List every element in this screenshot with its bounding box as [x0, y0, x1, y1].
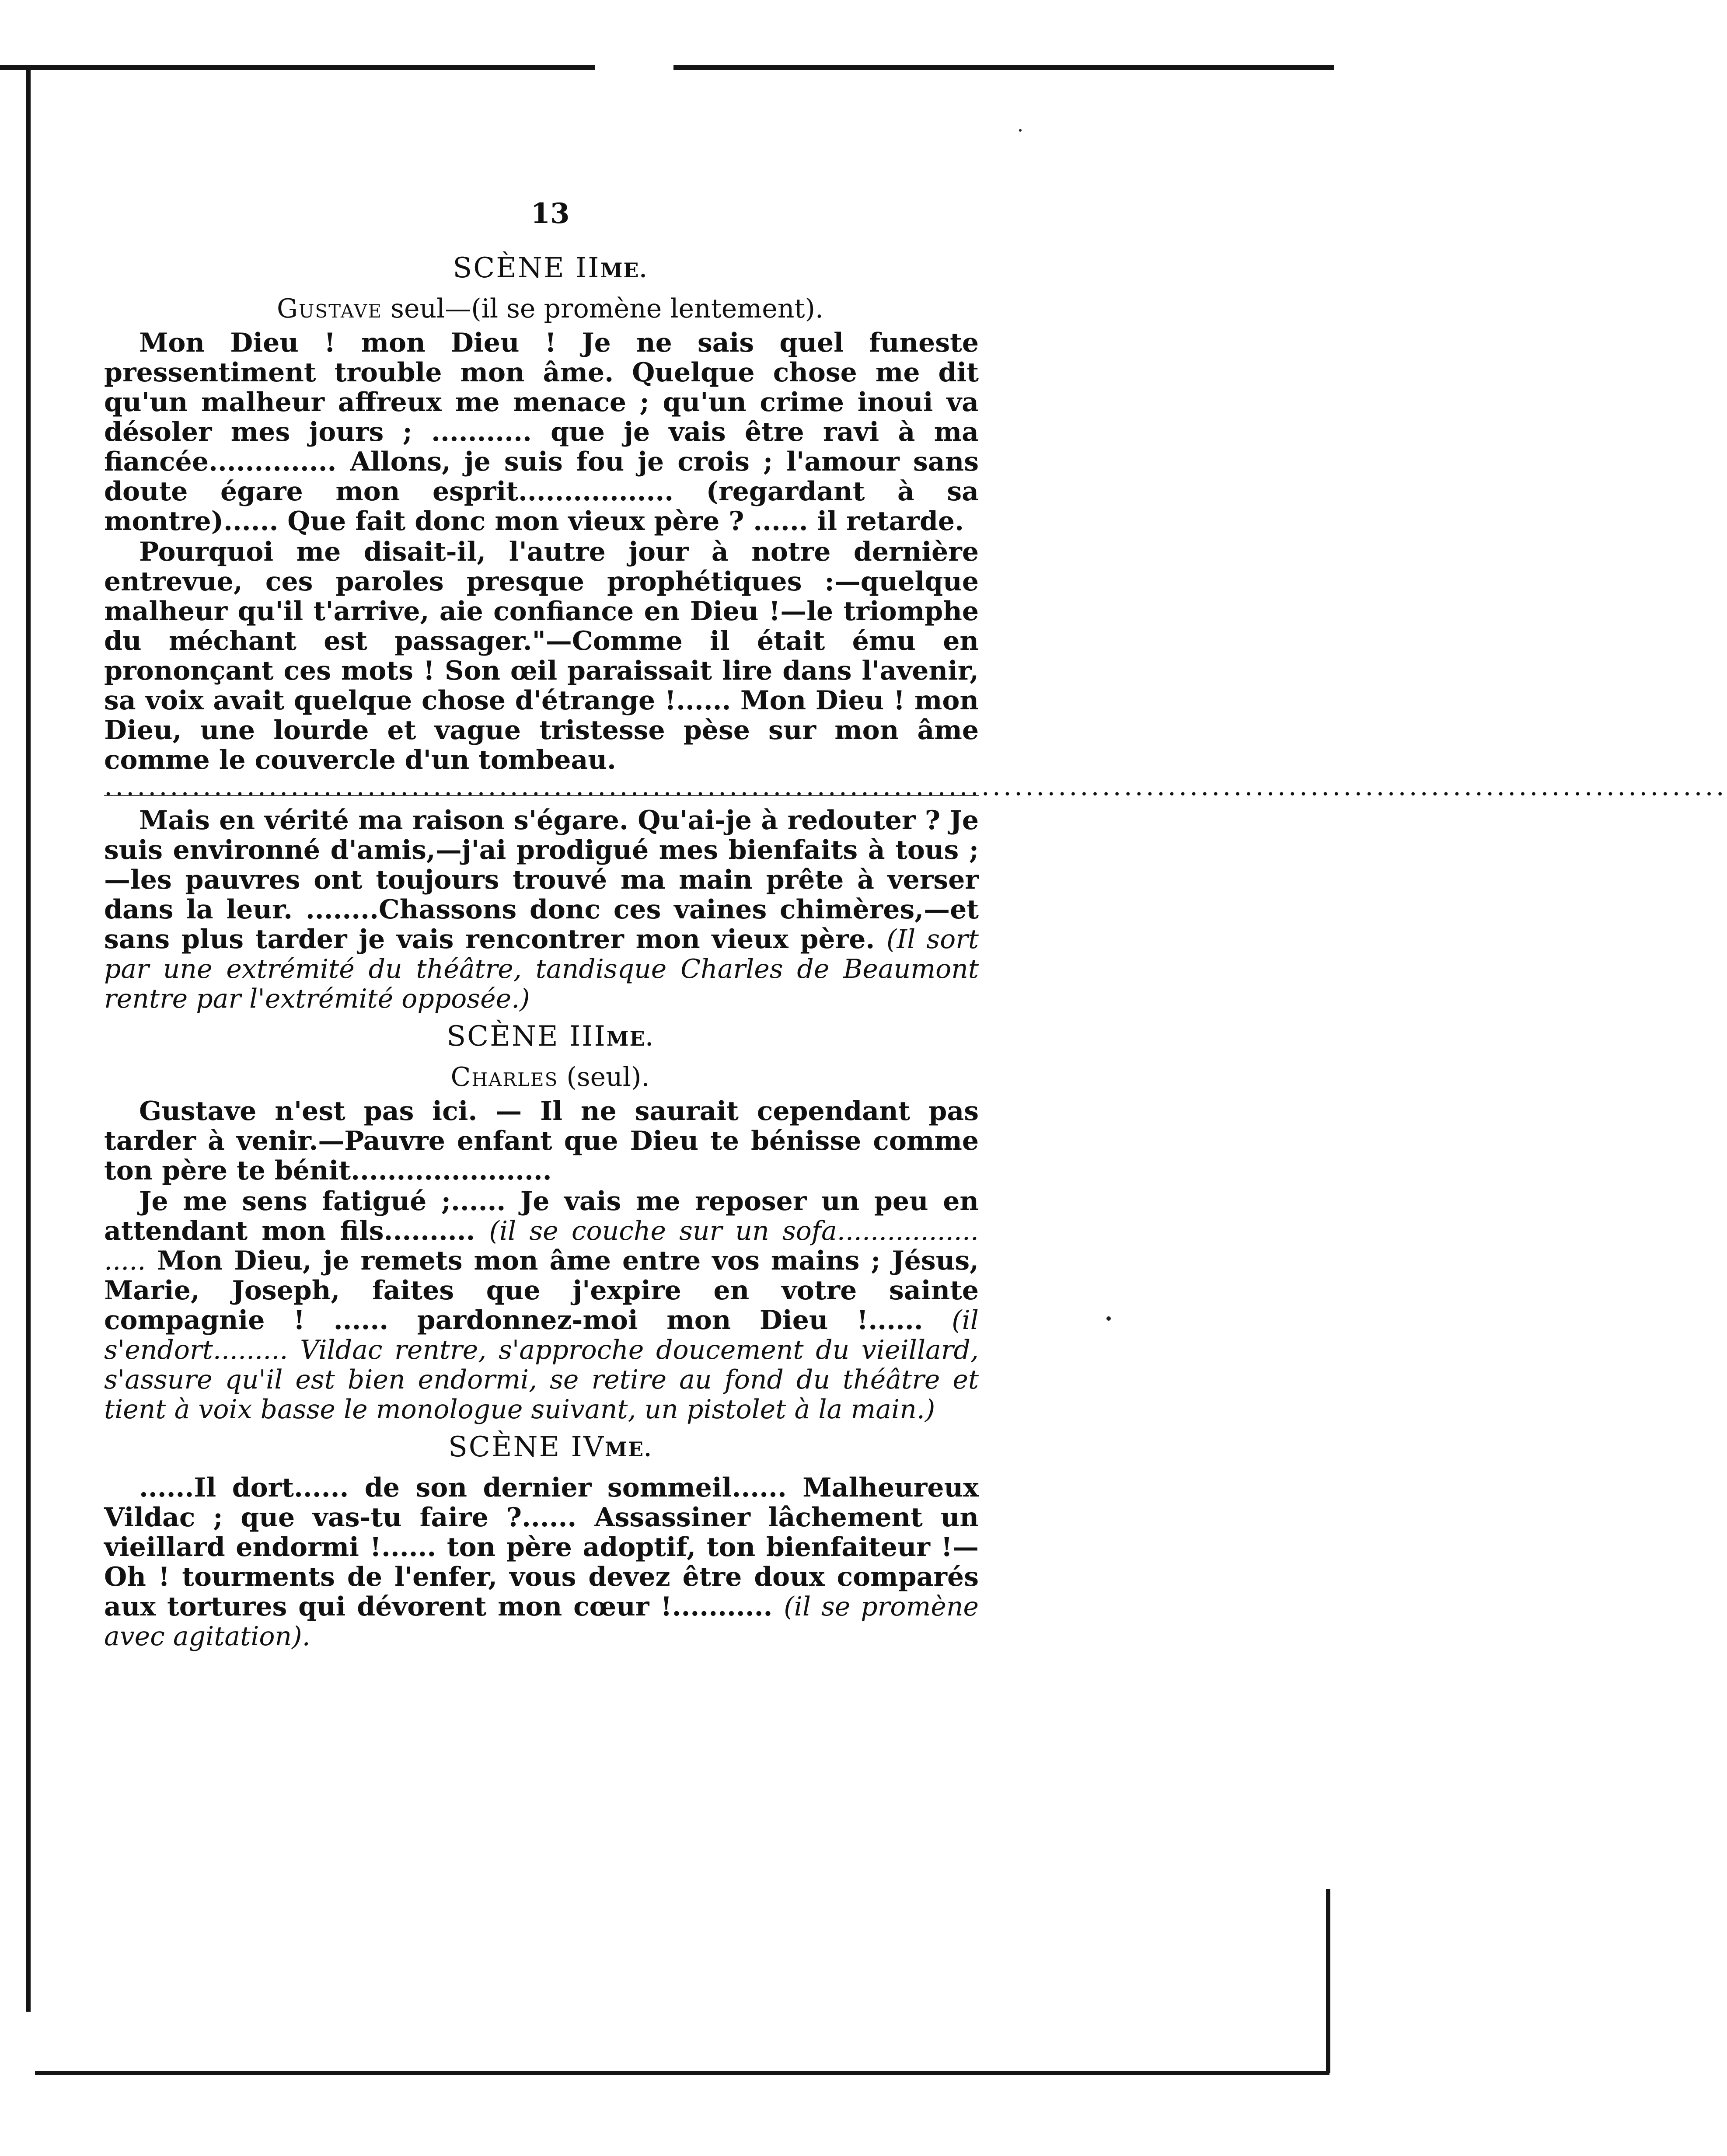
scan-speck: [1106, 1316, 1111, 1321]
scene-title: [104, 253, 979, 285]
paragraph-text: Mon Dieu, je remets mon âme entre vos mains ; Jésus, Marie, Joseph, faites que j'expire en votre sainte compagnie ! ...... pardonnez-moi mon Dieu !......: [104, 1245, 979, 1336]
character-line: [104, 294, 979, 324]
paragraph: Pourquoi me disait-il, l'autre jour à notre dernière entrevue, ces paroles presque prophétiques :—quelque malheur qu'il t'arrive, aie confiance en Dieu !—le triomphe du méchant est passager."—Comme il était ému en prononçant ces mots ! Son œil paraissait lire dans l'avenir, sa voix avait quelque chose d'étrange !...... Mon Dieu ! mon Dieu, une lourde et vague tristesse pèse sur mon âme comme le couvercle d'un tombeau.: [104, 537, 979, 775]
scene-3: [104, 1022, 979, 1424]
scene-2: [104, 252, 1727, 1014]
scene-title-text: SCÈNE IV: [448, 1431, 605, 1463]
scene-title-text: SCÈNE II: [453, 252, 600, 284]
paragraph-text: ......Il dort...... de son dernier sommeil...... Malheureux Vildac ; que vas-tu faire ?...... Assassiner lâchement un vieillard endormi !...... ton père adoptif, ton bienfaiteur !—Oh ! tourments de l'enfer, vous devez être doux comparés aux tortures qui dévorent mon cœur !...........: [104, 1472, 979, 1622]
scan-border-bottom: [35, 2071, 1329, 2075]
paragraph-text: Mais en vérité ma raison s'égare. Qu'ai-je à redouter ? Je suis environné d'amis,—j'ai prodigué mes bienfaits à tous ;—les pauvres ont toujours trouvé ma main prête à verser dans la leur. ........Chassons donc ces vaines chimères,—et sans plus tarder je vais rencontrer mon vieux père.: [104, 805, 979, 955]
scan-border-gap: [595, 65, 673, 70]
scene-title-text: SCÈNE III: [447, 1020, 607, 1053]
page-number: 13: [530, 197, 570, 230]
paragraph: Gustave n'est pas ici. — Il ne saurait cependant pas tarder à venir.—Pauvre enfant que Dieu te bénisse comme ton père te bénit......................: [104, 1096, 979, 1186]
stage-direction: (il s'endort......... Vildac rentre, s'approche doucement du vieillard, s'assure qu'il est bien endormi, se retire au fond du théâtre et tient à voix basse le monologue suivant, un pistolet à la main.): [104, 1305, 979, 1425]
paragraph: [104, 806, 979, 1014]
scan-border-left: [26, 70, 31, 2012]
scene-title-suffix: ME.: [606, 1027, 654, 1050]
scan-speck: [1019, 129, 1022, 132]
scene-title: [104, 1022, 979, 1054]
scene-title: [104, 1432, 979, 1464]
document-page: [104, 197, 1727, 1652]
stage-direction: (Il sort par une extrémité du théâtre, tandisque Charles de Beaumont rentre par l'extrémité opposée.): [104, 924, 979, 1014]
character-name: Gustave: [277, 293, 383, 324]
scene-title-suffix: ME.: [605, 1437, 652, 1461]
dotted-separator: ....................................................................................................................................................: [104, 771, 1727, 802]
paragraph: [104, 1473, 979, 1651]
character-name: Charles: [450, 1062, 558, 1092]
paragraph: [104, 1186, 979, 1424]
paragraph-text: Je me sens fatigué ;...... Je vais me reposer un peu en attendant mon fils..........: [104, 1186, 979, 1246]
character-note: (seul).: [558, 1062, 650, 1092]
stage-direction: (il se couche sur un sofa................. .....: [104, 1216, 979, 1276]
paragraph: Mon Dieu ! mon Dieu ! Je ne sais quel funeste pressentiment trouble mon âme. Quelque chose me dit qu'un malheur affreux me menace ; qu'un crime inoui va désoler mes jours ; ........... que je vais être ravi à ma fiancée.............. Allons, je suis fou je crois ; l'amour sans doute égare mon esprit................. (regardant à sa montre)...... Que fait donc mon vieux père ? ...... il retarde.: [104, 328, 979, 537]
scene-title-suffix: ME.: [600, 258, 648, 282]
scan-border-right: [1326, 1889, 1330, 2073]
scene-4: [104, 1432, 979, 1651]
character-note: seul—(il se promène lentement).: [382, 293, 823, 324]
stage-direction: (il se promène avec agitation).: [104, 1591, 979, 1652]
character-line: [104, 1062, 979, 1092]
